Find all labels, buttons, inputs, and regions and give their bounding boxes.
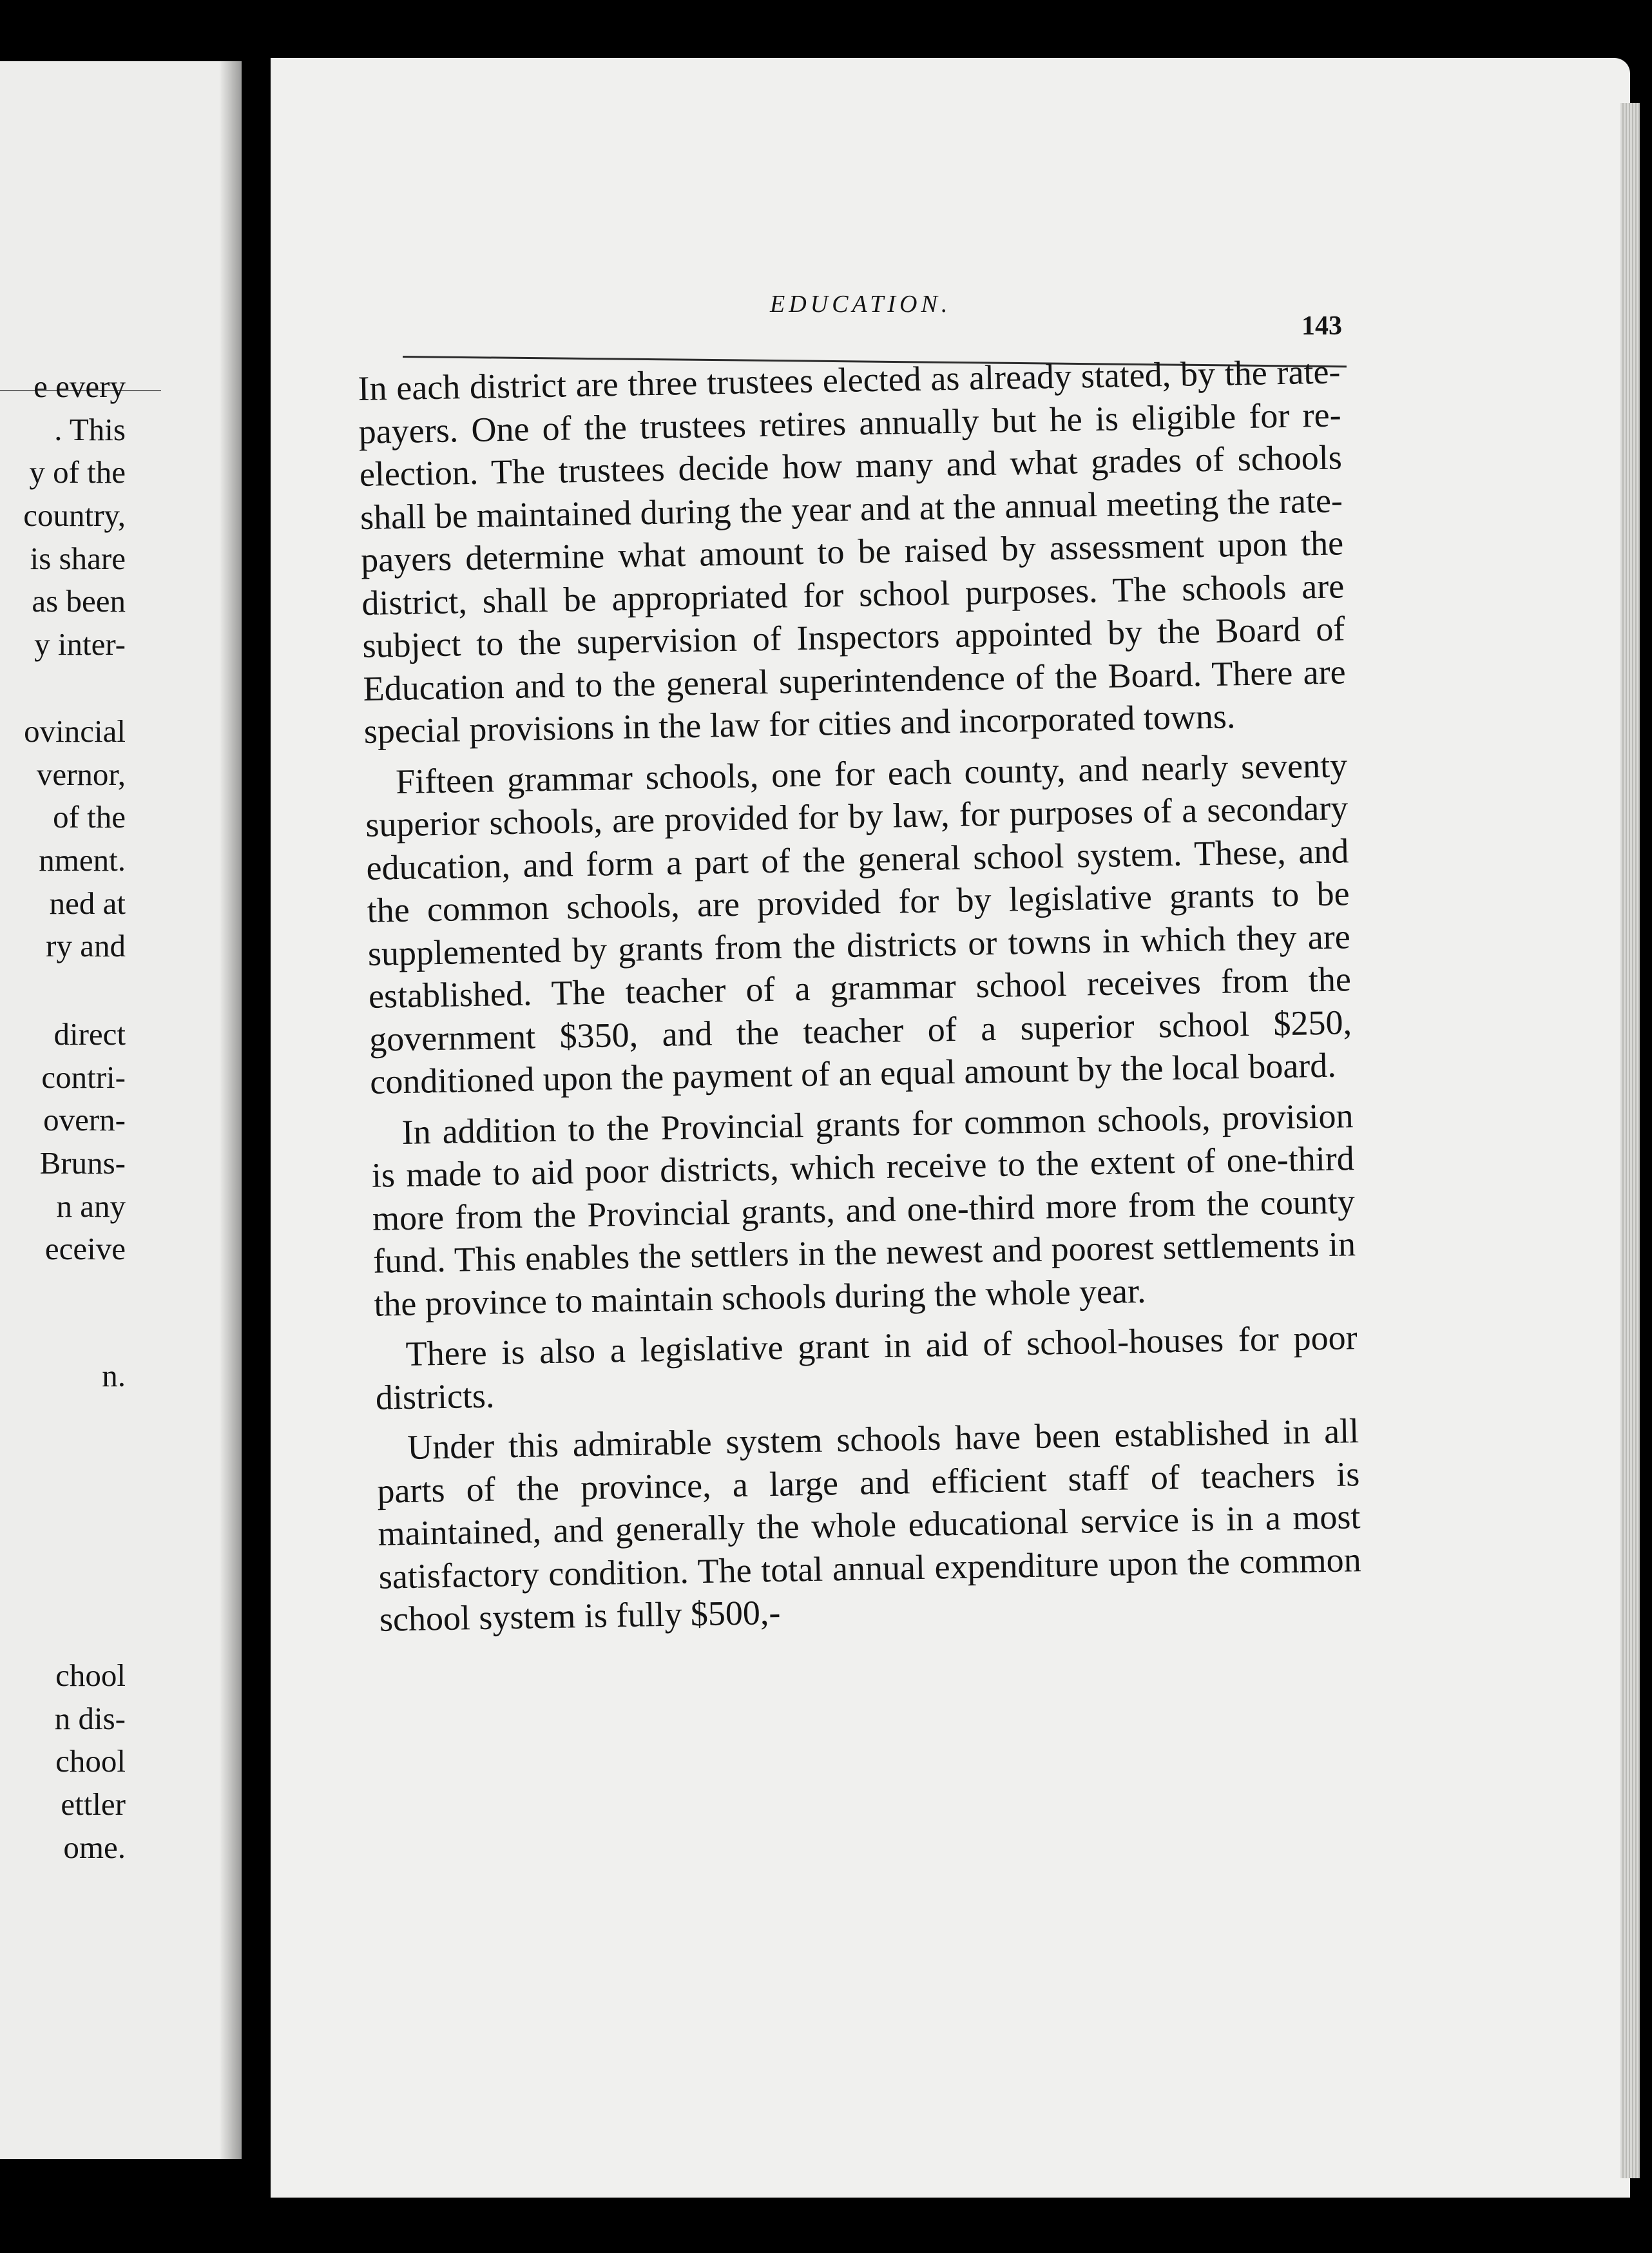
left-fragment: ry and (46, 928, 126, 963)
left-fragment: chool (55, 1743, 126, 1779)
gutter-shadow (219, 61, 242, 2159)
left-fragment: n. (102, 1358, 126, 1393)
running-head: EDUCATION. (770, 291, 952, 318)
left-fragment: eceive (44, 1231, 126, 1266)
paragraph: There is also a legislative grant in aid of school-houses for poor districts. (375, 1318, 1358, 1417)
paragraph: Fifteen grammar schools, one for each county, and nearly seventy superior schools, are provided for by law, for purposes of a secondary education, and form a part of the general school system. These, and the common schools, are provided for by legislative grants to be supplemented by grants from the districts or towns in which they are established. The teacher of a grammar school receives from the government $350, and the teacher of a superior school $250, conditioned upon the payment of an equal amount by the local board. (365, 745, 1352, 1101)
left-fragment: direct (53, 1016, 126, 1052)
left-fragment: n any (56, 1188, 126, 1224)
left-fragment: ome. (63, 1830, 126, 1865)
left-fragment: country, (23, 498, 126, 533)
left-fragment: ovincial (24, 713, 126, 749)
left-fragment: of the (53, 799, 126, 835)
left-fragment: vernor, (36, 757, 126, 792)
left-fragment: n dis- (54, 1701, 126, 1736)
left-fragment: contri- (41, 1059, 126, 1095)
page-number: 143 (1301, 311, 1342, 341)
left-fragment: e every (34, 369, 126, 404)
left-fragment: as been (32, 583, 126, 619)
left-fragment: ned at (49, 885, 126, 921)
left-fragment: . This (54, 412, 126, 447)
left-fragment: ettler (61, 1786, 126, 1822)
body-text (358, 350, 1362, 1649)
left-fragment: is share (30, 541, 126, 576)
left-fragment: chool (55, 1658, 126, 1693)
paragraph: Under this admirable system schools have been established in all parts of the province, a large and efficient staff of teachers is maintained, and generally the whole educational service is in a most satisfactory condition. The total annual expenditure upon the common school system is fully $500,- (376, 1411, 1362, 1639)
left-page (0, 61, 242, 2159)
left-fragment: overn- (43, 1102, 126, 1137)
left-fragment: Bruns- (39, 1145, 126, 1181)
book-gutter (242, 0, 271, 2253)
left-fragment: y inter- (34, 626, 126, 662)
left-fragment: y of the (29, 454, 126, 490)
page-edges (1620, 103, 1640, 2178)
left-fragment: nment. (39, 842, 126, 878)
paragraph: In each district are three trustees elected as already stated, by the rate-payers. One of the trustees retires annually but he is eligible for re-election. The trustees decide how many and what grades of schools shall be maintained during the year and at the annual meeting the rate-payers determine what amount to be raised by assessment upon the district, shall be appropriated for school purposes. The schools are subject to the supervision of Inspectors appointed by the Board of Education and to the general superintendence of the Board. There are special provisions in the law for cities and incorporated towns. (358, 352, 1346, 751)
paragraph: In addition to the Provincial grants for common schools, provision is made to aid poor districts, which receive to the extent of one-third more from the Provincial grants, and one-third more from the county fund. This enables the settlers in the newest and poorest settlements in the province to maintain schools during the whole year. (371, 1096, 1356, 1324)
